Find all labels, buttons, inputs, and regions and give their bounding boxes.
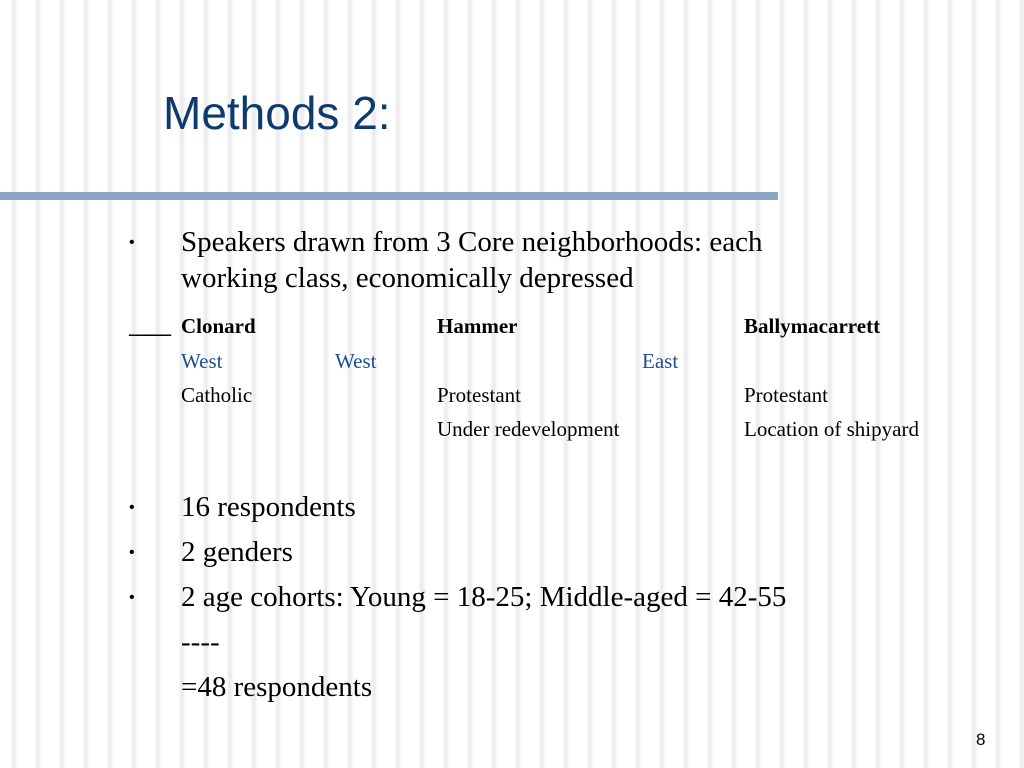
title-divider — [0, 192, 778, 200]
location-clonard: West — [181, 349, 223, 373]
note-hammer: Under redevelopment — [437, 417, 620, 441]
location-hammer: West — [335, 349, 377, 373]
bullet-marker: • — [129, 589, 135, 606]
note-ballymacarrett: Location of shipyard — [744, 417, 919, 441]
bullet-genders: 2 genders — [181, 536, 293, 568]
location-ballymacarrett: East — [642, 349, 679, 373]
intro-bullet-line-1: Speakers drawn from 3 Core neighborhoods: each — [181, 226, 763, 258]
bullet-marker: • — [129, 234, 135, 251]
religion-ballymacarrett: Protestant — [744, 383, 828, 407]
header-hammer: Hammer — [437, 314, 518, 338]
header-ballymacarrett: Ballymacarrett — [744, 314, 881, 338]
intro-bullet-line-2: working class, economically depressed — [181, 262, 634, 294]
religion-hammer: Protestant — [437, 383, 521, 407]
total-respondents: =48 respondents — [181, 671, 373, 703]
bullet-age-cohorts: 2 age cohorts: Young = 18-25; Middle-aged = 42-55 — [181, 581, 787, 613]
page-number: 8 — [976, 730, 986, 749]
bullet-marker: • — [129, 499, 135, 516]
religion-clonard: Catholic — [181, 383, 253, 407]
table-leader-line: ____ — [129, 314, 171, 338]
total-separator: ---- — [181, 626, 220, 658]
header-clonard: Clonard — [181, 314, 256, 338]
slide-title: Methods 2: — [163, 87, 391, 139]
bullet-respondents: 16 respondents — [181, 491, 356, 523]
bullet-marker: • — [129, 544, 135, 561]
